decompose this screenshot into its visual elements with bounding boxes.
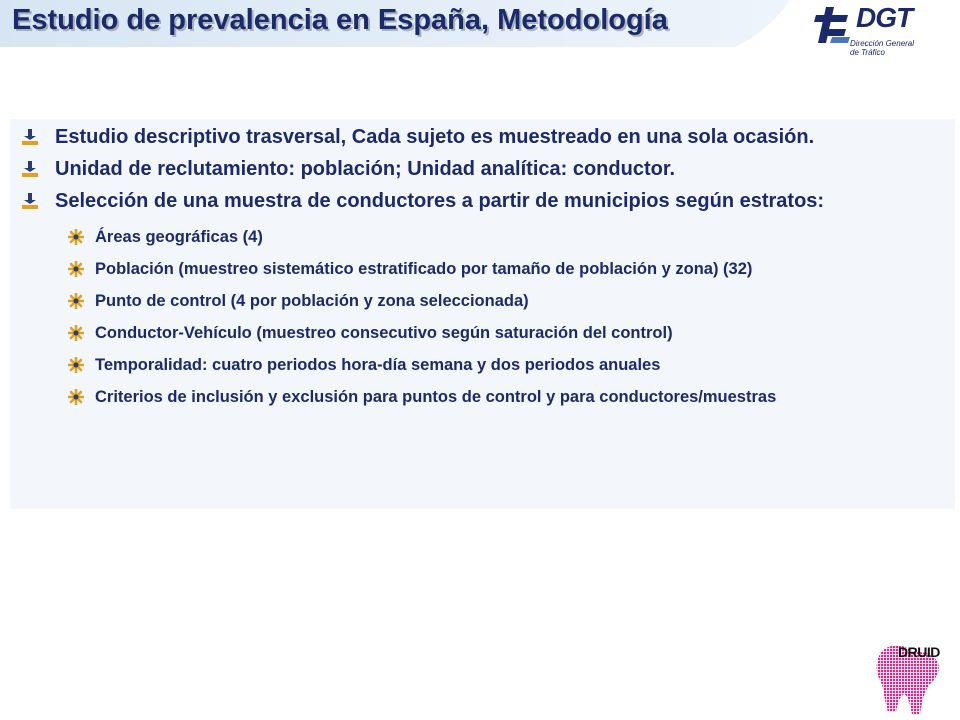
bullet-text: Selección de una muestra de conductores a partir de municipios según estratos: [55, 190, 825, 212]
sub-bullet-item [22, 289, 947, 313]
arrow-bullet-icon [22, 161, 38, 178]
star-bullet-icon [68, 325, 84, 341]
star-bullet-icon [68, 293, 84, 309]
bullet-item [22, 124, 947, 151]
bullet-text: Unidad de reclutamiento: población; Unidad analítica: conductor. [55, 158, 676, 180]
star-bullet-icon [68, 261, 84, 277]
bullet-item [22, 188, 947, 215]
sub-bullet-text: Temporalidad: cuatro periodos hora-día semana y dos periodos anuales [95, 356, 661, 374]
bullet-list [22, 124, 947, 417]
dgt-logo-subtitle-line2: de Tráfico [850, 48, 885, 57]
sub-bullet-text: Punto de control (4 por población y zona seleccionada) [95, 292, 529, 310]
sub-bullet-item [22, 321, 947, 345]
druid-logo-name: DRUID [898, 644, 940, 660]
star-bullet-icon [68, 229, 84, 245]
sub-bullet-item [22, 225, 947, 249]
sub-bullet-item [22, 385, 947, 409]
dgt-logo-name: DGT [856, 2, 913, 33]
slide-title: Estudio de prevalencia en España, Metodología [12, 4, 668, 36]
arrow-bullet-icon [22, 129, 38, 146]
sub-bullet-item [22, 353, 947, 377]
arrow-bullet-icon [22, 193, 38, 210]
dgt-logo-subtitle-line1: Dirección General [850, 39, 915, 48]
star-bullet-icon [68, 389, 84, 405]
sub-bullet-text: Criterios de inclusión y exclusión para puntos de control y para conductores/muestras [95, 388, 777, 406]
bullet-item [22, 156, 947, 183]
bullet-text: Estudio descriptivo trasversal, Cada sujeto es muestreado en una sola ocasión. [55, 126, 815, 148]
sub-bullet-text: Áreas geográficas (4) [95, 228, 263, 246]
star-bullet-icon [68, 357, 84, 373]
sub-bullet-text: Conductor-Vehículo (muestreo consecutivo según saturación del control) [95, 324, 673, 342]
sub-bullet-text: Población (muestreo sistemático estratificado por tamaño de población y zona) (32) [95, 260, 753, 278]
dgt-logo-subtitle [850, 39, 950, 57]
sub-bullet-item [22, 257, 947, 281]
